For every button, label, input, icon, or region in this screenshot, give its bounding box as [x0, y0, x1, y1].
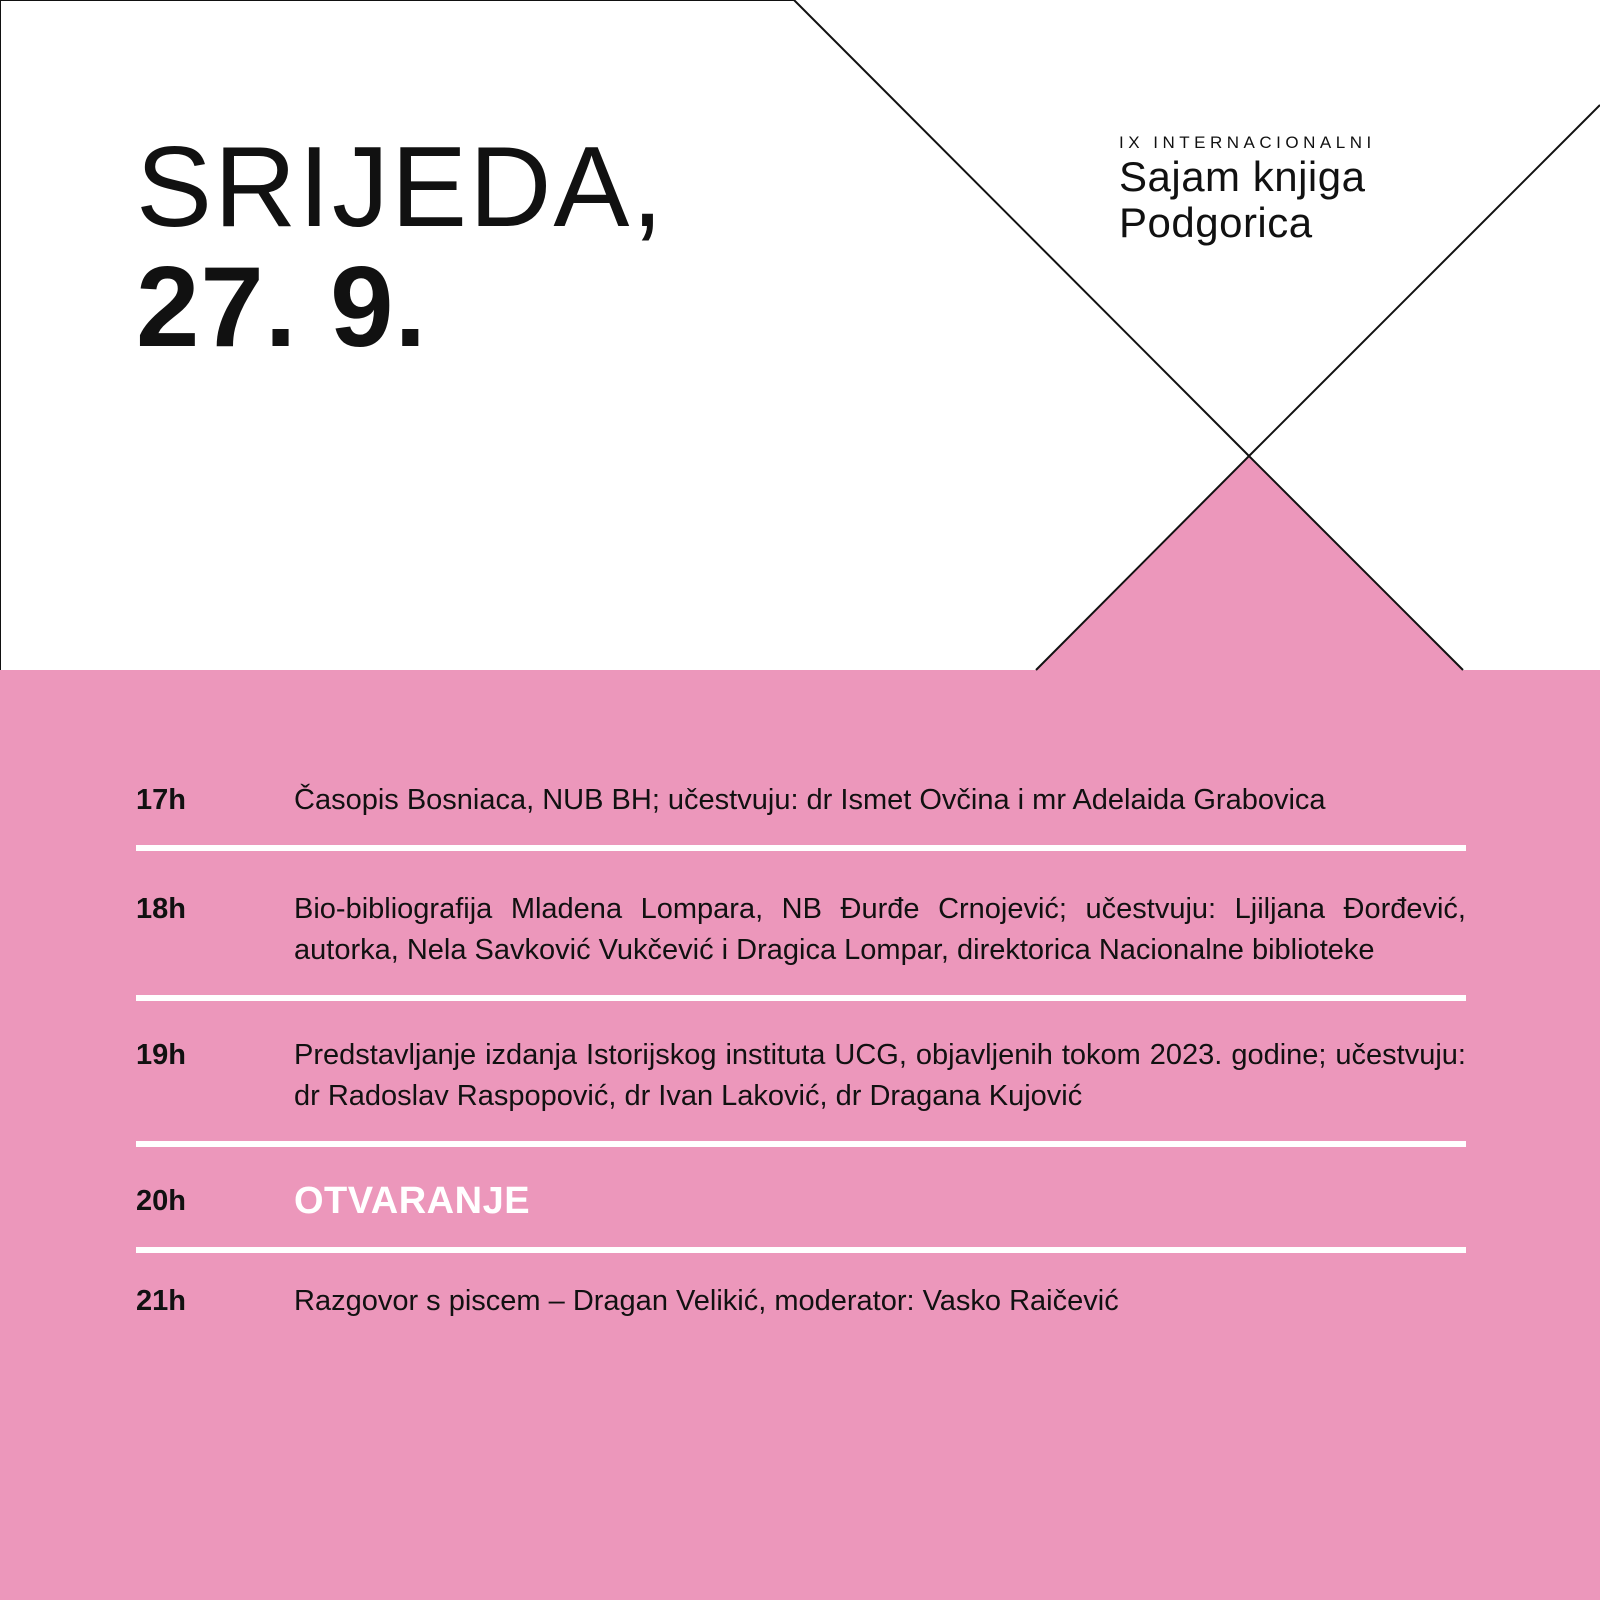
divider — [136, 845, 1466, 851]
divider — [136, 1141, 1466, 1147]
fair-name-line-2: Podgorica — [1119, 199, 1313, 246]
event-description: Časopis Bosniaca, NUB BH; učestvuju: dr Ismet Ovčina i mr Adelaida Grabovica — [294, 784, 1326, 816]
schedule-item — [136, 1035, 1466, 1117]
event-time: 17h — [136, 784, 186, 816]
fair-name-line-1: Sajam knjiga — [1119, 153, 1366, 200]
opening-title: OTVARANJE — [294, 1180, 531, 1222]
event-description: Bio-bibliografija Mladena Lompara, NB Đurđe Crnojević; učestvuju: Ljiljana Đorđević, autorka, Nela Savković Vukčević i Dragica Lompar, direktorica Nacionalne biblioteke — [294, 893, 1466, 966]
divider — [136, 995, 1466, 1001]
schedule-item-opening — [136, 1181, 1466, 1221]
divider — [136, 1247, 1466, 1253]
schedule-item — [136, 1281, 1466, 1322]
fair-logo — [1119, 132, 1459, 246]
day-name: SRIJEDA, — [136, 124, 666, 251]
fair-edition: IX INTERNACIONALNI — [1119, 133, 1376, 152]
event-time: 18h — [136, 893, 186, 925]
event-time: 20h — [136, 1185, 186, 1217]
schedule-item — [136, 889, 1466, 971]
event-date: 27. 9. — [136, 244, 428, 371]
day-heading — [136, 124, 666, 371]
schedule-list — [136, 780, 1466, 1322]
event-time: 19h — [136, 1039, 186, 1071]
event-description: Razgovor s piscem – Dragan Velikić, moderator: Vasko Raičević — [294, 1285, 1119, 1317]
event-time: 21h — [136, 1285, 186, 1317]
event-description: Predstavljanje izdanja Istorijskog instituta UCG, objavljenih tokom 2023. godine; učestvuju: dr Radoslav Raspopović, dr Ivan Laković, dr Dragana Kujović — [294, 1039, 1466, 1112]
schedule-item — [136, 780, 1466, 821]
